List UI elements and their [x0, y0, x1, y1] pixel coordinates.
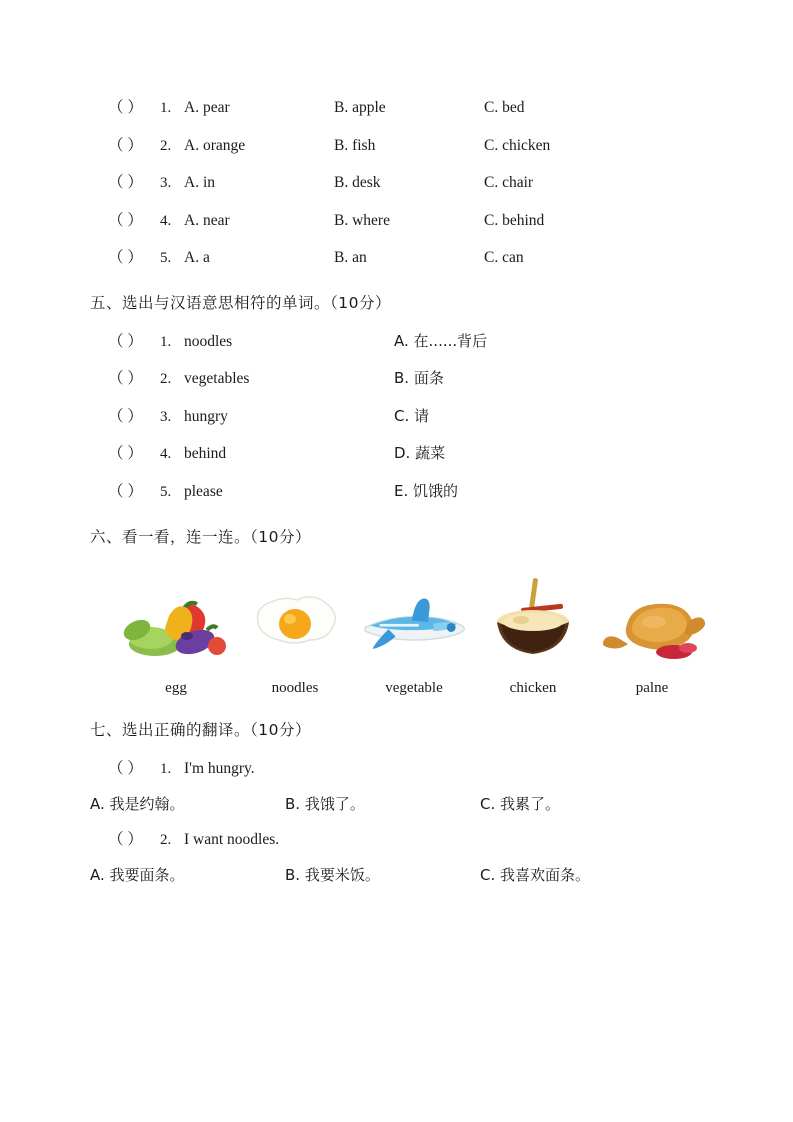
option-a[interactable]: A. in [184, 174, 215, 191]
option-b[interactable]: B. 我饿了。 [285, 794, 365, 813]
picture-cell[interactable] [120, 567, 232, 662]
question-number: 1. [160, 760, 172, 777]
english-sentence: I want noodles. [184, 830, 280, 848]
english-word[interactable]: noodles [184, 332, 233, 350]
answer-bracket[interactable]: （ ） [108, 445, 143, 462]
answer-bracket[interactable]: （ ） [108, 136, 143, 154]
option-c[interactable]: C. chicken [484, 136, 551, 154]
answer-bracket[interactable]: （ ） [108, 211, 143, 229]
picture-cell[interactable] [239, 567, 351, 662]
picture-label[interactable]: egg [165, 680, 187, 696]
answer-bracket[interactable]: （ ） [108, 249, 143, 266]
option-c[interactable]: C. 我累了。 [480, 794, 561, 813]
worksheet-content [90, 99, 708, 903]
option-a[interactable]: A. 我要面条。 [90, 865, 185, 884]
answer-bracket[interactable]: （ ） [108, 99, 143, 116]
option-a[interactable]: A. 我是约翰。 [90, 794, 185, 813]
choice-question-row [108, 175, 708, 191]
answer-bracket[interactable]: （ ） [108, 482, 143, 500]
question-number: 5. [160, 483, 172, 500]
answer-bracket[interactable]: （ ） [108, 332, 143, 350]
option-a[interactable]: A. a [184, 249, 210, 266]
option-c[interactable]: C. can [484, 249, 524, 266]
question-number: 1. [160, 100, 172, 116]
match-row [108, 481, 708, 500]
option-c[interactable]: C. chair [484, 174, 534, 191]
question-number: 3. [160, 175, 172, 191]
section-seven-title: 七、选出正确的翻译。（10分） [90, 721, 311, 739]
option-a[interactable]: A. pear [184, 99, 230, 116]
question-number: 2. [160, 137, 172, 154]
choice-question-row [108, 250, 708, 266]
english-word[interactable]: behind [184, 445, 227, 462]
match-row [108, 446, 708, 462]
choice-question-row [108, 100, 708, 116]
section-five-title: 五、选出与汉语意思相符的单词。（10分） [90, 294, 391, 312]
translation-options [90, 865, 708, 884]
question-number: 5. [160, 250, 172, 266]
picture-label[interactable]: vegetable [385, 680, 443, 696]
answer-bracket[interactable]: （ ） [108, 759, 143, 777]
section-six-title: 六、看一看，连一连。（10分） [90, 527, 311, 546]
option-b[interactable]: B. desk [334, 174, 381, 191]
english-word[interactable]: vegetables [184, 370, 250, 387]
choice-question-list [108, 100, 708, 266]
question-number: 4. [160, 446, 172, 462]
match-row [108, 331, 708, 350]
question-number: 4. [160, 212, 172, 229]
question-number: 2. [160, 371, 172, 387]
section-five-list [108, 331, 708, 500]
option-b[interactable]: B. where [334, 211, 390, 229]
option-c[interactable]: C. behind [484, 211, 545, 229]
option-b[interactable]: B. 我要米饭。 [285, 865, 380, 884]
option-a[interactable]: A. near [184, 211, 230, 229]
roast-chicken-photo [596, 582, 708, 662]
picture-label[interactable]: noodles [271, 680, 319, 696]
fried-egg-photo [245, 590, 345, 662]
picture-row [120, 567, 708, 662]
option-b[interactable]: B. fish [334, 136, 376, 154]
question-number: 1. [160, 333, 172, 350]
chinese-option[interactable]: A. 在......背后 [394, 331, 488, 350]
picture-label[interactable]: palne [635, 680, 669, 696]
option-b[interactable]: B. an [334, 249, 367, 266]
chinese-option[interactable]: E. 饥饿的 [394, 481, 459, 500]
option-b[interactable]: B. apple [334, 99, 386, 116]
option-c[interactable]: C. 我喜欢面条。 [480, 865, 591, 884]
answer-bracket[interactable]: （ ） [108, 830, 143, 848]
question-number: 3. [160, 408, 172, 425]
option-c[interactable]: C. bed [484, 99, 525, 116]
picture-label[interactable]: chicken [509, 680, 557, 696]
choice-question-row [108, 138, 708, 154]
picture-cell[interactable] [596, 567, 708, 662]
option-a[interactable]: A. orange [184, 136, 246, 154]
chinese-option[interactable]: B. 面条 [394, 369, 444, 387]
vegetables-photo [121, 582, 231, 662]
match-row [108, 406, 708, 425]
question-number: 2. [160, 831, 172, 848]
english-word[interactable]: hungry [184, 407, 228, 425]
airplane-photo [358, 584, 470, 662]
english-sentence: I'm hungry. [184, 759, 255, 777]
choice-question-row [108, 213, 708, 229]
chinese-option[interactable]: D. 蔬菜 [394, 444, 446, 462]
match-row [108, 371, 708, 387]
picture-label-row [120, 680, 708, 697]
answer-bracket[interactable]: （ ） [108, 174, 143, 191]
english-word[interactable]: please [184, 482, 223, 500]
answer-bracket[interactable]: （ ） [108, 370, 143, 387]
translation-options [90, 794, 708, 813]
translation-question [108, 761, 708, 777]
translation-question [108, 832, 708, 848]
chinese-option[interactable]: C. 请 [394, 406, 430, 425]
noodle-bowl-photo [481, 576, 586, 662]
answer-bracket[interactable]: （ ） [108, 407, 143, 425]
picture-cell[interactable] [477, 567, 589, 662]
picture-cell[interactable] [358, 567, 470, 662]
